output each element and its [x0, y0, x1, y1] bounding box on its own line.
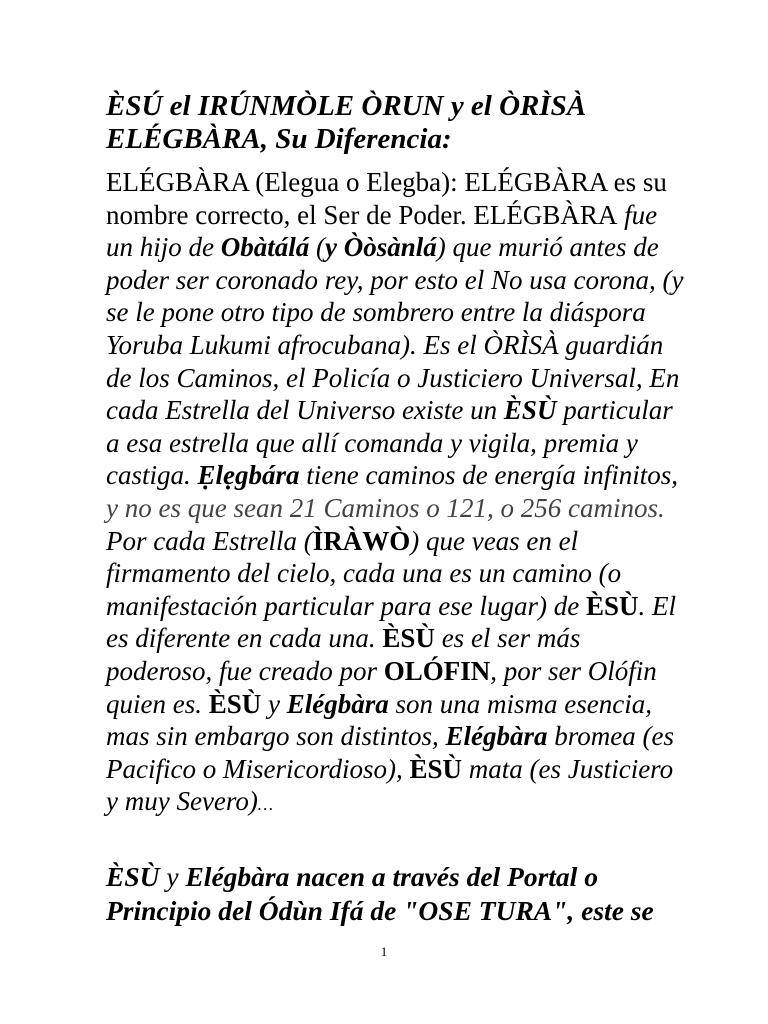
name-esu: ÈSÙ — [409, 753, 462, 784]
body-text-run: son una misma esencia, mas sin embargo son distintos, — [106, 688, 652, 752]
name-esu: ÈSÙ — [503, 395, 557, 426]
name-elegbara: Elégbàra — [445, 721, 548, 752]
name-elegbara: Elégbàra — [286, 688, 389, 719]
body-text-run: fue un hijo de — [106, 199, 658, 263]
intro-text: ELÉGBÀRA (Elegua o Elegba): ELÉGBÀRA es su nombre correcto, el Ser de Poder. ELÉGBÀRA — [106, 167, 667, 230]
name-irawo: ÌRÀWÒ — [312, 525, 411, 556]
name-esu: ÈSÙ — [382, 623, 435, 654]
closing-paragraph — [106, 860, 686, 928]
body-text-run: ( — [309, 232, 326, 263]
body-text-run: mata (es Justiciero y muy Severo) — [106, 753, 674, 817]
name-esu: ÈSÙ — [585, 590, 639, 621]
body-text-run: particular a esa estrella que allí comanda y vigila, premia y castiga. — [106, 395, 673, 491]
grey-text-run: y no es que sean 21 Caminos o 121, o 256 caminos. — [106, 492, 665, 523]
body-text-run: es el ser más poderoso, fue creado por — [106, 623, 581, 686]
closing-text-run: y — [159, 861, 186, 892]
title-line-2: ELÉGBÀRA, Su Diferencia: — [106, 123, 452, 155]
page-number: 1 — [380, 944, 388, 959]
name-oosanla: y Òòsànlá — [325, 232, 437, 263]
body-text-run: tiene caminos de energía infinitos, — [299, 460, 678, 491]
name-obatala: Obàtálá — [220, 232, 310, 263]
body-paragraph — [106, 166, 686, 822]
name-olofin: OLÓFIN — [383, 655, 491, 686]
body-text-run: ) que veas en el firmamento del cielo, cada una es un camino (o manifestación particular para ese lugar) de — [106, 525, 622, 621]
body-text-run: Por cada Estrella ( — [106, 525, 313, 556]
name-esu: ÈSÙ — [106, 861, 160, 892]
title-line-1: ÈSÚ el IRÚNMÒLE ÒRUN y el ÒRÌSÀ — [106, 90, 587, 122]
ellipsis: … — [257, 795, 274, 815]
body-text-run: ) que murió antes de poder ser coronado rey, por esto el No usa corona, (y se le pone otro tipo de sombrero entre la diáspora Yoruba Lukumi afrocubana). Es el ÒRÌSÀ guardián de los Caminos, el Policía o Justiciero Universal, En cada Estrella del Universo existe un — [106, 232, 684, 426]
body-text-run: , por ser Olófin quien es. — [106, 655, 657, 719]
body-text-run: . El es diferente en cada una. — [106, 590, 676, 654]
name-elegbara: Ẹlẹgbára — [197, 460, 300, 491]
body-text-run: bromea (es Pacifico o Misericordioso), — [106, 721, 675, 784]
page-title — [106, 90, 686, 156]
body-text-run: y — [261, 688, 287, 719]
name-esu: ÈSÙ — [208, 688, 262, 719]
closing-text-run: Elégbàra nacen a través del Portal o Principio del Ódùn Ifá de "OSE TURA", este se — [106, 861, 654, 926]
